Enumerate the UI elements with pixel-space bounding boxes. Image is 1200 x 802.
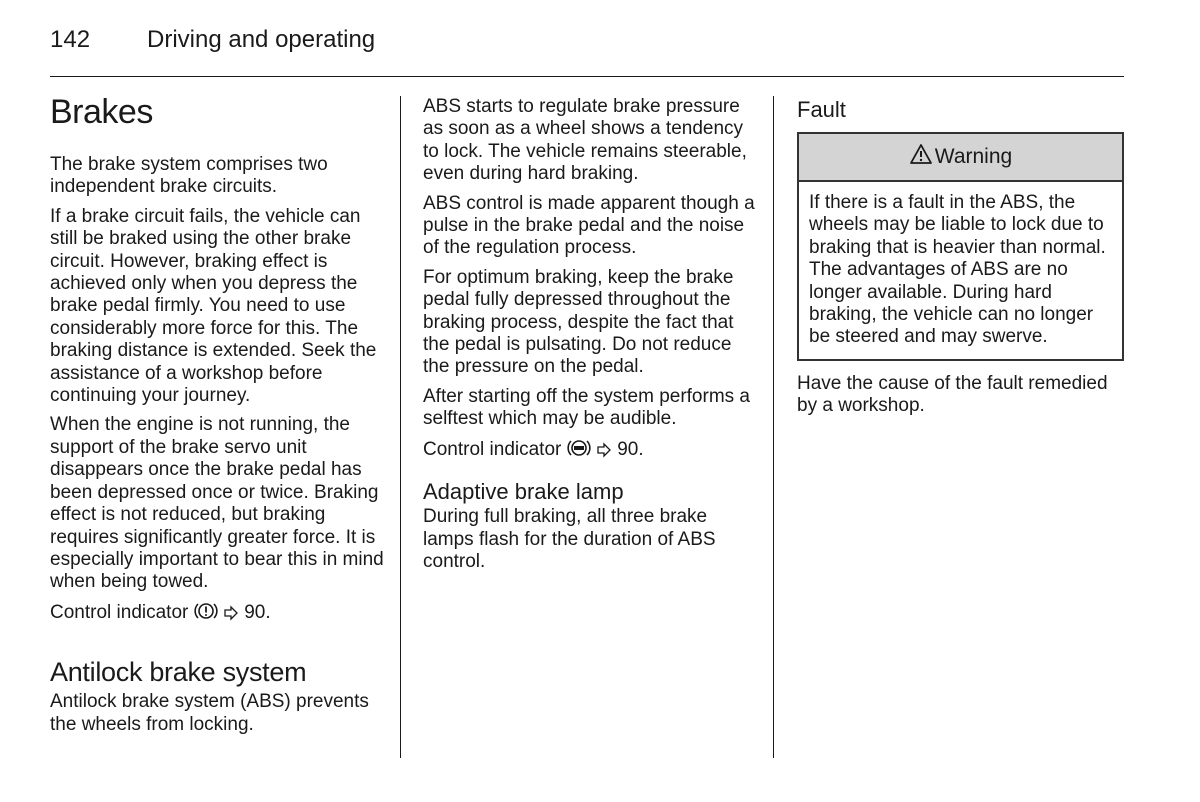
paragraph: ABS starts to regulate brake pressure as soon as a wheel shows a tendency to lock. The vehicle remains steerable, even during hard braking.: [423, 96, 747, 185]
control-indicator-line: [50, 601, 385, 627]
arrow-reference-icon: [223, 605, 239, 627]
control-indicator-line: [423, 438, 758, 464]
paragraph: When the engine is not running, the support of the brake servo unit disappears once the brake pedal has been depressed once or twice. Braking effect is not reduced, but braking requires significantly greater force. It is especially important to bear this in mind when being towed.: [50, 414, 384, 593]
chapter-title: Driving and operating: [147, 26, 376, 53]
section-title-fault: Fault: [797, 97, 846, 122]
column-right: [797, 96, 1127, 425]
paragraph: After starting off the system performs a selftest which may be audible.: [423, 385, 750, 430]
page-reference[interactable]: 90.: [244, 601, 271, 623]
arrow-reference-icon: [596, 442, 612, 464]
page-number: 142: [50, 26, 91, 53]
brake-warning-icon: [194, 601, 218, 627]
section-title-adaptive-brake-lamp: Adaptive brake lamp: [423, 479, 624, 505]
page-header: [50, 24, 1124, 77]
paragraph: For optimum braking, keep the brake pedal fully depressed throughout the braking process, despite the fact that the pedal is pulsating. Do not reduce the pressure on the pedal.: [423, 266, 734, 378]
section-title-abs: Antilock brake system: [50, 657, 307, 688]
warning-body: [799, 182, 1122, 359]
column-left: [50, 92, 385, 743]
paragraph: Have the cause of the fault remedied by a workshop.: [797, 372, 1108, 417]
paragraph: ABS control is made apparent though a pulse in the brake pedal and the noise of the regulation process.: [423, 192, 755, 259]
paragraph: During full braking, all three brake lamps flash for the duration of ABS control.: [423, 506, 716, 572]
warning-header: [799, 134, 1122, 182]
warning-label: Warning: [934, 145, 1013, 168]
column-divider: [773, 96, 774, 758]
warning-text: If there is a fault in the ABS, the wheels may be liable to lock due to braking that is heavier than normal. The advantages of ABS are no longer available. During hard braking, the vehicle can no longer be steered and may swerve.: [809, 192, 1106, 348]
warning-box: [797, 132, 1124, 361]
warning-triangle-icon: [909, 143, 935, 171]
column-middle: [423, 96, 758, 580]
control-indicator-label: Control indicator: [50, 601, 189, 623]
abs-indicator-icon: [567, 438, 591, 464]
paragraph: Antilock brake system (ABS) prevents the wheels from locking.: [50, 691, 369, 735]
section-title-brakes: Brakes: [50, 93, 153, 131]
paragraph: The brake system comprises two independent brake circuits.: [50, 154, 328, 198]
control-indicator-label: Control indicator: [423, 438, 562, 460]
paragraph: If a brake circuit fails, the vehicle can still be braked using the other brake circuit. However, braking effect is achieved only when you depress the brake pedal firmly. You need to use considerably more force for this. The braking distance is extended. Seek the assistance of a workshop before continuing your journey.: [50, 205, 377, 407]
column-divider: [400, 96, 401, 758]
page-reference[interactable]: 90.: [617, 438, 644, 460]
